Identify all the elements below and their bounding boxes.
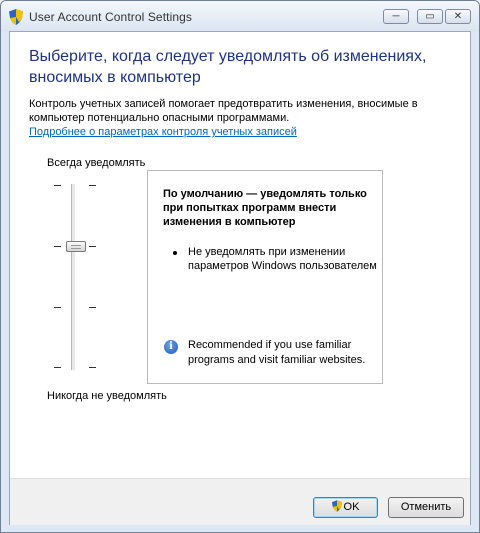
slider-tick xyxy=(54,185,61,186)
button-bar xyxy=(10,478,470,525)
cancel-button[interactable]: Отменить xyxy=(388,497,464,518)
window-title: User Account Control Settings xyxy=(29,10,192,24)
recommendation-text: Recommended if you use familiar programs and visit familiar websites. xyxy=(188,339,366,366)
slider-tick xyxy=(54,246,61,247)
close-button[interactable]: ✕ xyxy=(445,9,471,24)
learn-more-link[interactable]: Подробнее о параметрах контроля учетных записей xyxy=(29,126,297,138)
level-bullet-text: Не уведомлять при изменении параметров Windows пользователем xyxy=(188,246,377,272)
page-title: Выберите, когда следует уведомлять об изменениях, вносимых в компьютер xyxy=(29,48,427,86)
uac-shield-icon xyxy=(9,9,23,25)
description-text: Контроль учетных записей помогает предотвратить изменения, вносимые в компьютер потенциально опасными программами. xyxy=(29,98,418,124)
slider-bottom-label: Никогда не уведомлять xyxy=(47,390,167,402)
slider-tick xyxy=(54,367,61,368)
slider-tick xyxy=(89,367,96,368)
level-title: По умолчанию — уведомлять только при попытках программ внести изменения в компьютер xyxy=(163,188,367,228)
maximize-button[interactable]: ▭ xyxy=(417,9,443,24)
slider-tick xyxy=(54,307,61,308)
title-bar[interactable] xyxy=(1,1,479,31)
ok-button-label: OK xyxy=(343,501,360,513)
slider-track[interactable] xyxy=(71,184,76,370)
info-icon: i xyxy=(164,340,178,354)
slider-tick xyxy=(89,307,96,308)
slider-thumb[interactable] xyxy=(66,241,86,252)
minimize-button[interactable]: ─ xyxy=(383,9,409,24)
dialog-content xyxy=(9,31,471,525)
slider-tick xyxy=(89,246,96,247)
slider-top-label: Всегда уведомлять xyxy=(47,157,146,169)
slider-tick xyxy=(89,185,96,186)
bullet-icon xyxy=(173,251,177,255)
ok-button[interactable] xyxy=(313,497,378,518)
level-description-box xyxy=(147,170,383,384)
uac-shield-icon xyxy=(332,500,342,512)
